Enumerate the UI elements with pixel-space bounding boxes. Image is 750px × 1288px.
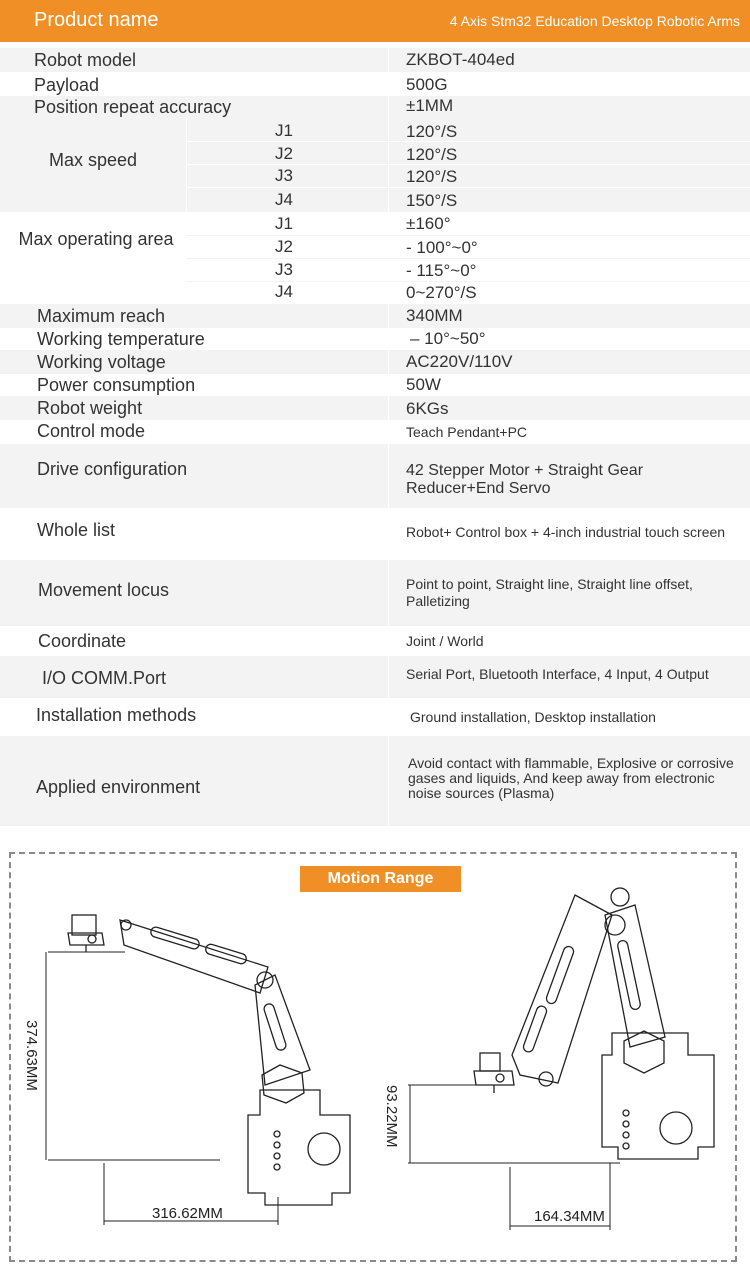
row-bg bbox=[0, 72, 750, 96]
row-divider bbox=[186, 281, 750, 282]
spec-label: Working temperature bbox=[37, 329, 205, 349]
joint-label: J3 bbox=[275, 166, 293, 185]
spec-value: 500G bbox=[406, 75, 448, 94]
spec-value: Joint / World bbox=[406, 633, 484, 649]
spec-label: Coordinate bbox=[38, 631, 127, 651]
spec-value: 340MM bbox=[406, 306, 463, 325]
spec-value: – 10°~50° bbox=[410, 329, 486, 348]
row-divider bbox=[186, 187, 750, 188]
spec-label: I/O COMM.Port bbox=[42, 668, 167, 688]
spec-value: Robot+ Control box + 4-inch industrial touch screen bbox=[406, 524, 726, 540]
spec-label: Applied environment bbox=[36, 777, 201, 797]
joint-label: J3 bbox=[275, 260, 293, 279]
spec-label: Max speed bbox=[48, 150, 138, 170]
row-divider bbox=[186, 141, 750, 142]
spec-label: Installation methods bbox=[36, 705, 197, 725]
row-divider bbox=[186, 164, 750, 165]
joint-label: J1 bbox=[275, 214, 293, 233]
robot-arm-extended-drawing bbox=[20, 905, 380, 1235]
spec-label: Max operating area bbox=[18, 229, 174, 249]
spec-value: 42 Stepper Motor + Straight Gear Reducer+End Servo bbox=[406, 462, 644, 497]
spec-label: Payload bbox=[34, 75, 100, 95]
spec-label: Position repeat accuracy bbox=[34, 97, 232, 117]
spec-value: - 100°~0° bbox=[406, 238, 478, 257]
spec-label: Movement locus bbox=[38, 580, 170, 600]
joint-label: J2 bbox=[275, 237, 293, 256]
spec-value: Ground installation, Desktop installation bbox=[410, 709, 656, 725]
row-divider bbox=[186, 258, 750, 259]
spec-value: 120°/S bbox=[406, 145, 458, 164]
spec-value: 120°/S bbox=[406, 167, 458, 186]
column-divider bbox=[186, 118, 187, 304]
right-width-dimension: 164.34MM bbox=[534, 1208, 605, 1225]
right-height-dimension: 93.22MM bbox=[383, 1085, 400, 1148]
spec-value: - 115°~0° bbox=[406, 261, 477, 280]
spec-label: Power consumption bbox=[37, 375, 196, 395]
joint-label: J4 bbox=[275, 282, 293, 301]
spec-label: Drive configuration bbox=[37, 459, 188, 479]
header-bar bbox=[0, 0, 750, 42]
motion-range-title: Motion Range bbox=[300, 866, 461, 892]
spec-value: Serial Port, Bluetooth Interface, 4 Input, 4 Output bbox=[406, 666, 709, 682]
spec-value: 120°/S bbox=[406, 122, 458, 141]
spec-value: 0~270°/S bbox=[406, 283, 477, 302]
spec-value: ±1MM bbox=[406, 96, 454, 115]
left-height-dimension: 374.63MM bbox=[23, 1020, 40, 1091]
joint-label: J2 bbox=[275, 144, 293, 163]
spec-value: 6KGs bbox=[406, 399, 449, 418]
row-divider bbox=[186, 235, 750, 236]
spec-value: AC220V/110V bbox=[406, 352, 513, 371]
spec-value: 50W bbox=[406, 375, 441, 394]
spec-label: Working voltage bbox=[37, 352, 166, 372]
spec-value: Avoid contact with flammable, Explosive or corrosive gases and liquids, And keep away from electronic noise sources (Plasma) bbox=[408, 755, 734, 801]
spec-label: Maximum reach bbox=[37, 306, 166, 326]
joint-label: J1 bbox=[275, 121, 293, 140]
joint-label: J4 bbox=[275, 190, 293, 209]
product-title: 4 Axis Stm32 Education Desktop Robotic Arms bbox=[449, 13, 740, 29]
spec-label: Control mode bbox=[37, 421, 146, 441]
spec-value: 150°/S bbox=[406, 191, 458, 210]
spec-label: Whole list bbox=[37, 520, 116, 540]
robot-arm-raised-drawing bbox=[380, 885, 725, 1235]
spec-value: Teach Pendant+PC bbox=[406, 424, 528, 440]
spec-value: ZKBOT-404ed bbox=[406, 50, 515, 69]
left-width-dimension: 316.62MM bbox=[152, 1205, 223, 1222]
spec-label: Robot weight bbox=[37, 398, 143, 418]
spec-value: Point to point, Straight line, Straight line offset, Palletizing bbox=[406, 576, 693, 609]
spec-value: ±160° bbox=[406, 214, 451, 233]
spec-label: Robot model bbox=[34, 50, 137, 70]
product-name-label: Product name bbox=[34, 9, 159, 31]
